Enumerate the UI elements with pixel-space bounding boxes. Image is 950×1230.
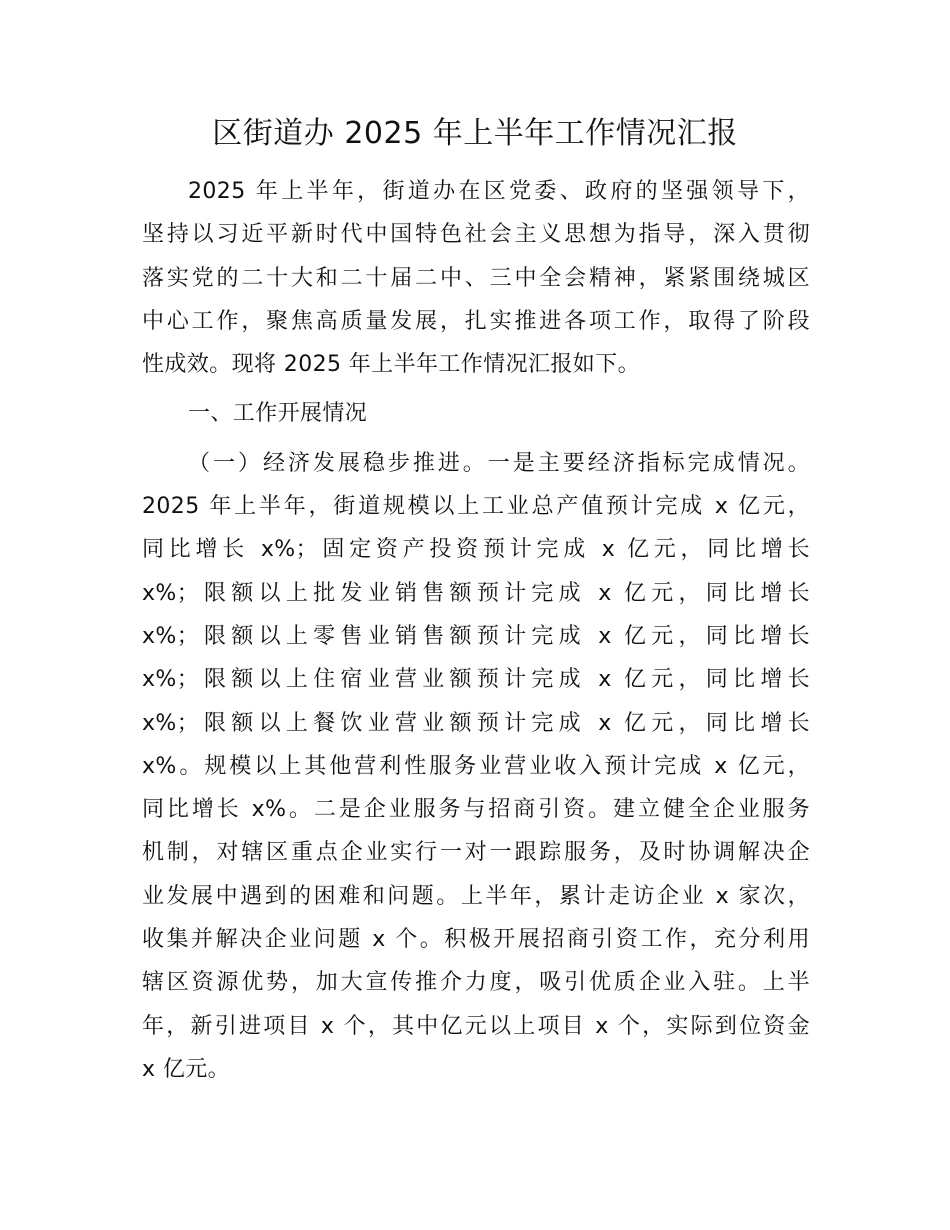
document-title: 区街道办 2025 年上半年工作情况汇报 (212, 116, 738, 151)
intro-line: 落实党的二十大和二十届二中、三中全会精神，紧紧围绕城区 (142, 265, 810, 291)
body-line: 同比增长 x%。二是企业服务与招商引资。建立健全企业服务 (142, 797, 810, 823)
body-line: 机制，对辖区重点企业实行一对一跟踪服务，及时协调解决企 (142, 840, 810, 866)
body-line: x%；限额以上零售业销售额预计完成 x 亿元，同比增长 (142, 623, 810, 649)
body-line: 业发展中遇到的困难和问题。上半年，累计走访企业 x 家次， (142, 883, 810, 909)
body-line: x%。规模以上其他营利性服务业营业收入预计完成 x 亿元， (142, 753, 810, 779)
body-line: 收集并解决企业问题 x 个。积极开展招商引资工作，充分利用 (142, 927, 810, 953)
intro-line: 中心工作，聚焦高质量发展，扎实推进各项工作，取得了阶段 (142, 308, 810, 334)
intro-line: 性成效。现将 2025 年上半年工作情况汇报如下。 (142, 352, 640, 378)
body-line: 年，新引进项目 x 个，其中亿元以上项目 x 个，实际到位资金 (142, 1013, 810, 1039)
body-line: x%；限额以上餐饮业营业额预计完成 x 亿元，同比增长 (142, 710, 810, 736)
body-line: 2025 年上半年，街道规模以上工业总产值预计完成 x 亿元， (142, 494, 810, 520)
intro-line: 坚持以习近平新时代中国特色社会主义思想为指导，深入贯彻 (142, 222, 810, 248)
document-body (142, 170, 810, 1091)
body-line: x%；限额以上批发业销售额预计完成 x 亿元，同比增长 (142, 580, 810, 606)
section-heading: 一、工作开展情况 (188, 401, 368, 427)
body-line: x 亿元。 (142, 1056, 231, 1082)
body-line: 辖区资源优势，加大宣传推介力度，吸引优质企业入驻。上半 (142, 970, 810, 996)
intro-line: 2025 年上半年，街道办在区党委、政府的坚强领导下， (188, 179, 810, 204)
body-line: x%；限额以上住宿业营业额预计完成 x 亿元，同比增长 (142, 667, 810, 693)
body-line: （一）经济发展稳步推进。一是主要经济指标完成情况。 (188, 450, 810, 476)
body-line: 同比增长 x%；固定资产投资预计完成 x 亿元，同比增长 (142, 537, 810, 563)
